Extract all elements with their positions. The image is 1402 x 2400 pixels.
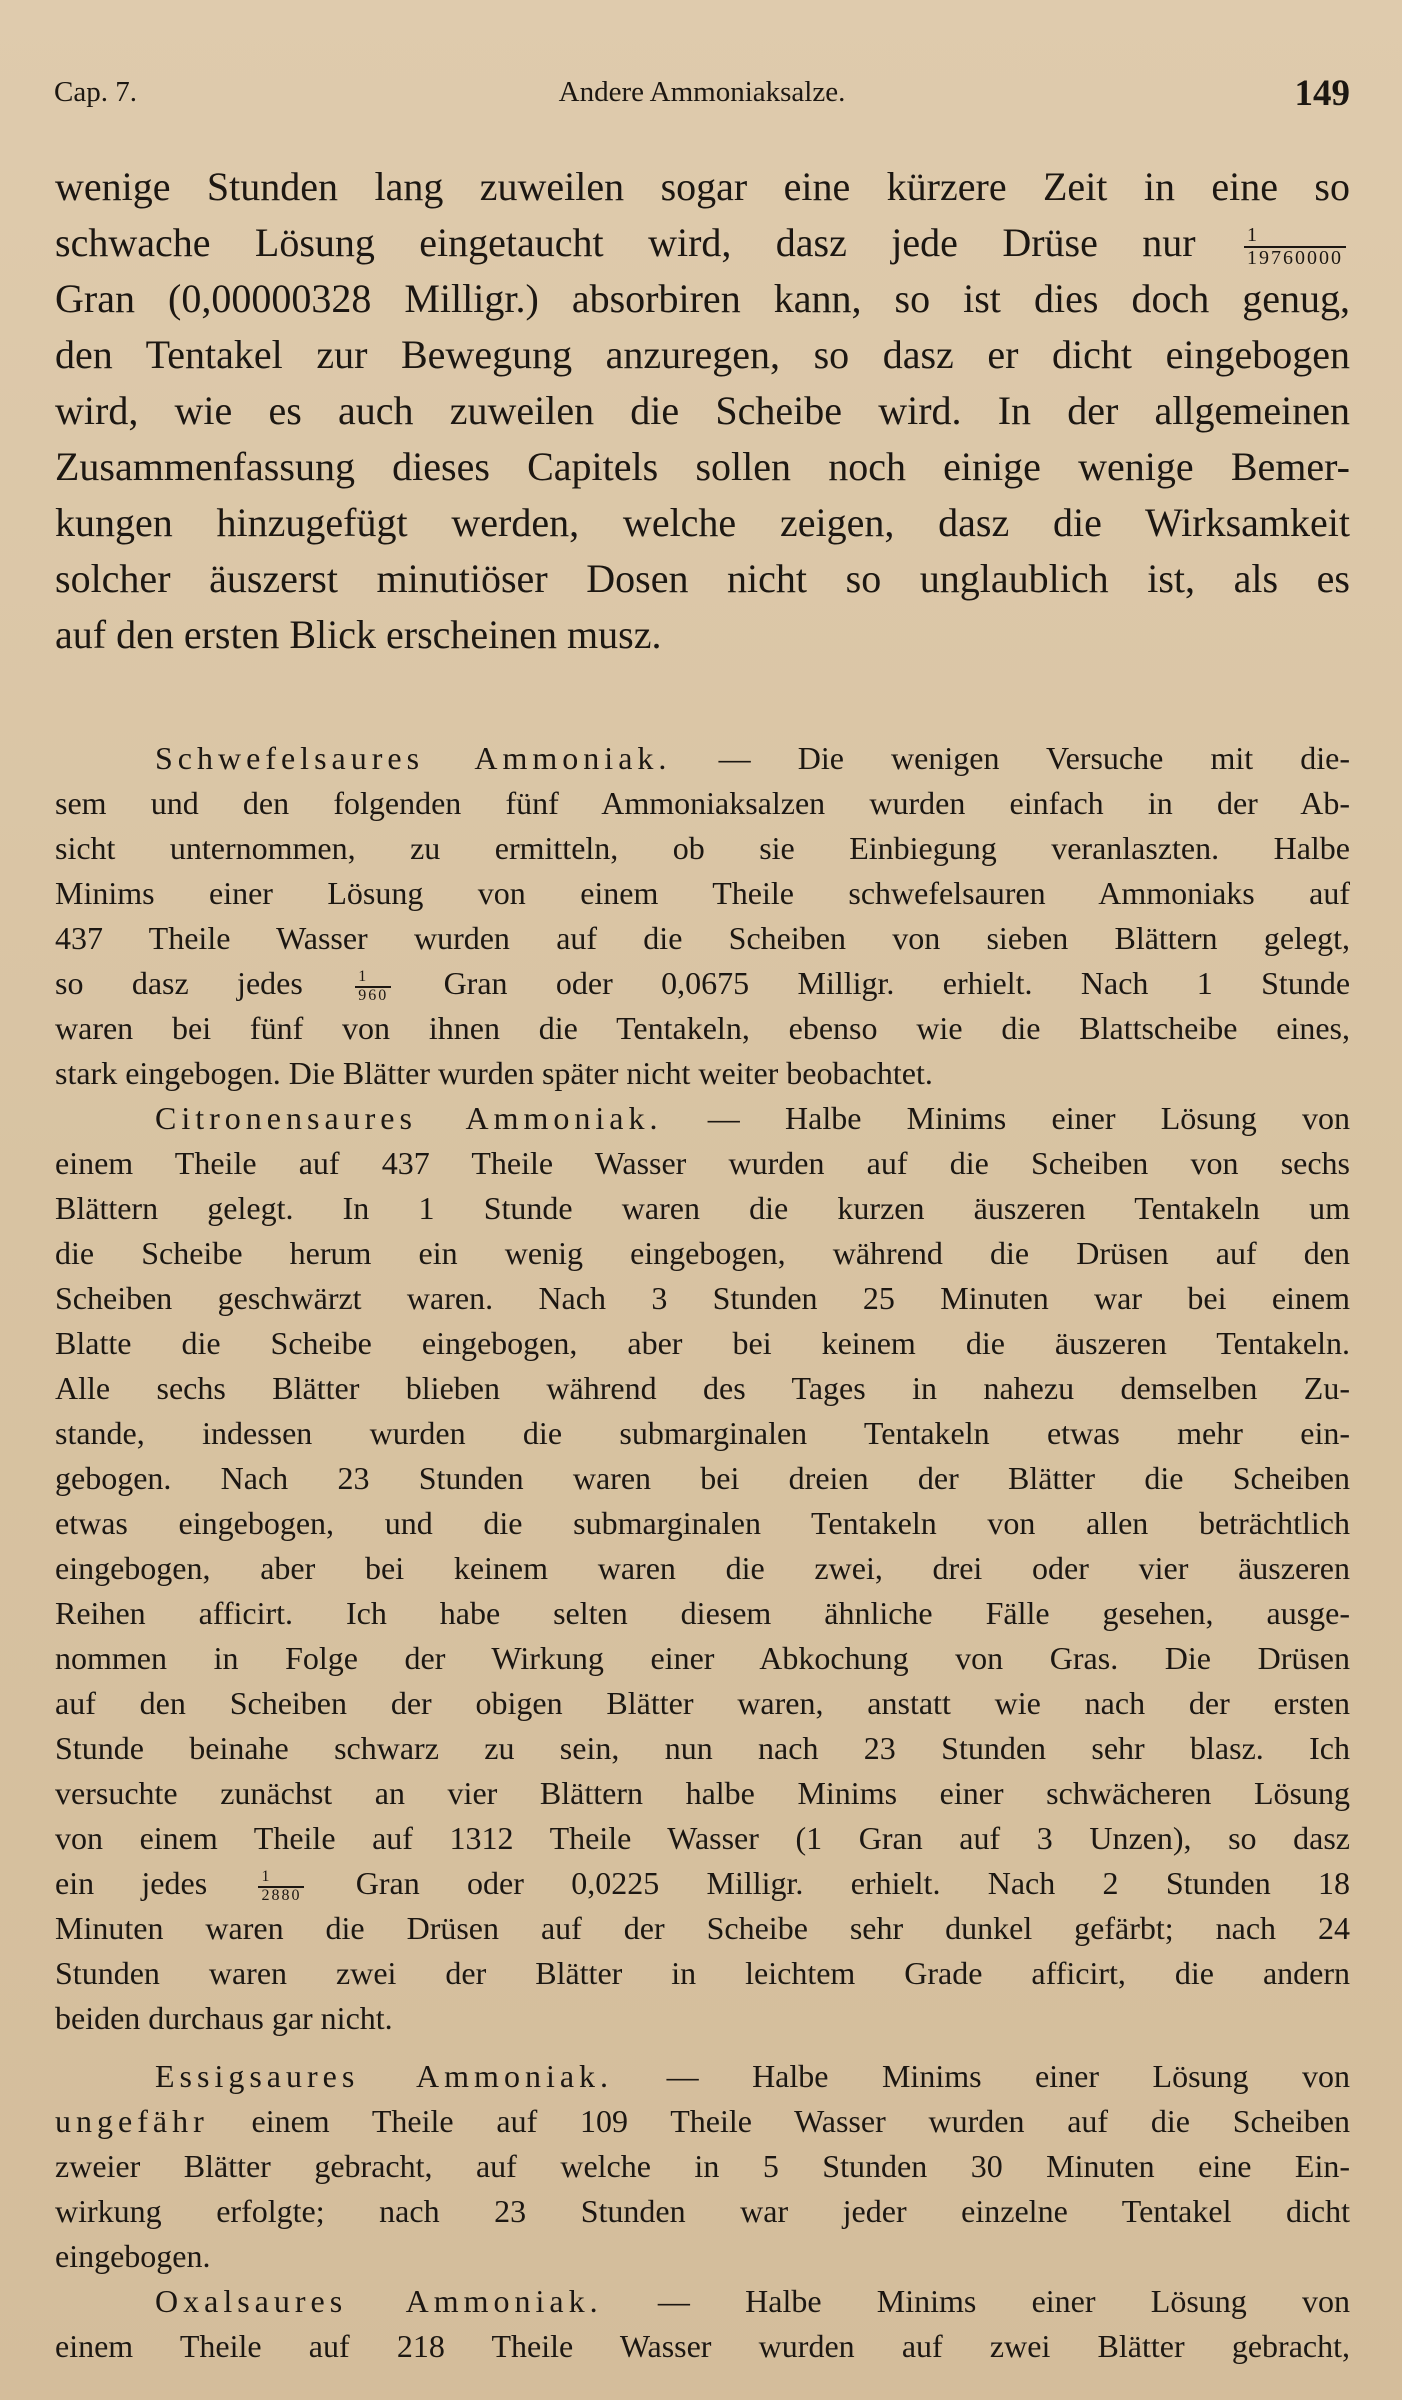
citronen-line-21: beiden durchaus gar nicht.	[55, 2000, 393, 2036]
schwefel-line-5: 437 Theile Wasser wurden auf die Scheiben von sieben Blättern gelegt,	[55, 920, 1350, 956]
oxal-line-1	[55, 2281, 1350, 2321]
essig-line-1	[55, 2056, 1350, 2096]
section-heading: Citronensaures Ammoniak.	[155, 1100, 663, 1136]
citronen-line-14: auf den Scheiben der obigen Blätter waren, anstatt wie nach der ersten	[55, 1685, 1350, 1721]
section-heading: Schwefelsaures Ammoniak.	[155, 740, 672, 776]
citronen-line-18	[55, 1863, 1350, 1904]
intro-line-6: Zusammenfassung dieses Capitels sollen noch einige wenige Bemer-	[55, 444, 1350, 489]
essig-line-2-text: einem Theile auf 109 Theile Wasser wurden auf die Scheiben	[251, 2103, 1350, 2139]
schwefel-line-1	[55, 738, 1350, 778]
citronen-line-13: nommen in Folge der Wirkung einer Abkochung von Gras. Die Drüsen	[55, 1640, 1350, 1676]
citronen-line-12: Reihen afficirt. Ich habe selten diesem ähnliche Fälle gesehen, ausge-	[55, 1595, 1350, 1631]
fraction	[258, 1869, 304, 1905]
citronen-line-8: stande, indessen wurden die submarginalen Tentakeln etwas mehr ein-	[55, 1415, 1350, 1451]
intro-line-4: den Tentakel zur Bewegung anzuregen, so dasz er dicht eingebogen	[55, 332, 1350, 377]
fraction-numerator: 1	[1244, 225, 1346, 248]
citronen-line-15: Stunde beinahe schwarz zu sein, nun nach 23 Stunden sehr blasz. Ich	[55, 1730, 1350, 1766]
fraction-denominator: 2880	[261, 1886, 302, 1904]
emphasized-word: ungefähr	[55, 2103, 209, 2139]
schwefel-line-8: stark eingebogen. Die Blätter wurden später nicht weiter beobachtet.	[55, 1055, 933, 1091]
oxal-line-2: einem Theile auf 218 Theile Wasser wurden auf zwei Blätter gebracht,	[55, 2328, 1350, 2364]
citronen-line-5: Scheiben geschwärzt waren. Nach 3 Stunden 25 Minuten war bei einem	[55, 1280, 1350, 1316]
intro-line-2-text: schwache Lösung eingetaucht wird, dasz jede Drüse nur	[55, 220, 1196, 265]
fraction-numerator: 1	[258, 1869, 304, 1888]
citronen-line-20: Stunden waren zwei der Blätter in leichtem Grade afficirt, die andern	[55, 1955, 1350, 1991]
intro-line-1: wenige Stunden lang zuweilen sogar eine kürzere Zeit in eine so	[55, 164, 1350, 209]
intro-line-8: solcher äuszerst minutiöser Dosen nicht so unglaublich ist, als es	[55, 556, 1350, 601]
citronen-line-9: gebogen. Nach 23 Stunden waren bei dreien der Blätter die Scheiben	[55, 1460, 1350, 1496]
page-number: 149	[1294, 73, 1350, 114]
section-heading: Oxalsaures Ammoniak.	[155, 2283, 603, 2319]
section-heading: Essigsaures Ammoniak.	[155, 2058, 614, 2094]
citronen-line-1-text: — Halbe Minims einer Lösung von	[707, 1100, 1350, 1136]
citronen-line-18-end: Gran oder 0,0225 Milligr. erhielt. Nach 2 Stunden 18	[355, 1865, 1350, 1901]
schwefel-line-3: sicht unternommen, zu ermitteln, ob sie Einbiegung veranlaszten. Halbe	[55, 830, 1350, 866]
citronen-line-2: einem Theile auf 437 Theile Wasser wurden auf die Scheiben von sechs	[55, 1145, 1350, 1181]
schwefel-line-4: Minims einer Lösung von einem Theile schwefelsauren Ammoniaks auf	[55, 875, 1350, 911]
schwefel-line-6-end: Gran oder 0,0675 Milligr. erhielt. Nach 1 Stunde	[443, 965, 1350, 1001]
citronen-line-3: Blättern gelegt. In 1 Stunde waren die kurzen äuszeren Tentakeln um	[55, 1190, 1350, 1226]
running-header	[54, 73, 1350, 126]
intro-line-3: Gran (0,00000328 Milligr.) absorbiren kann, so ist dies doch genug,	[55, 276, 1350, 321]
citronen-line-6: Blatte die Scheibe eingebogen, aber bei keinem die äuszeren Tentakeln.	[55, 1325, 1350, 1361]
citronen-line-1	[55, 1098, 1350, 1138]
citronen-line-7: Alle sechs Blätter blieben während des Tages in nahezu demselben Zu-	[55, 1370, 1350, 1406]
oxal-line-1-text: — Halbe Minims einer Lösung von	[657, 2283, 1350, 2319]
schwefel-line-6	[55, 963, 1350, 1004]
citronen-line-17: von einem Theile auf 1312 Theile Wasser (1 Gran auf 3 Unzen), so dasz	[55, 1820, 1350, 1856]
citronen-line-11: eingebogen, aber bei keinem waren die zwei, drei oder vier äuszeren	[55, 1550, 1350, 1586]
schwefel-line-1-text: — Die wenigen Versuche mit die-	[718, 740, 1350, 776]
intro-line-9: auf den ersten Blick erscheinen musz.	[55, 612, 662, 657]
schwefel-line-2: sem und den folgenden fünf Ammoniaksalzen wurden einfach in der Ab-	[55, 785, 1350, 821]
fraction-denominator: 960	[358, 986, 389, 1004]
chapter-label: Cap. 7.	[54, 76, 137, 108]
fraction	[355, 969, 391, 1005]
essig-line-3: zweier Blätter gebracht, auf welche in 5 Stunden 30 Minuten eine Ein-	[55, 2148, 1350, 2184]
citronen-line-18-start: ein jedes	[55, 1865, 208, 1901]
citronen-line-16: versuchte zunächst an vier Blättern halbe Minims einer schwächeren Lösung	[55, 1775, 1350, 1811]
essig-line-1-text: — Halbe Minims einer Lösung von	[666, 2058, 1350, 2094]
essig-line-5: eingebogen.	[55, 2238, 211, 2274]
schwefel-line-7: waren bei fünf von ihnen die Tentakeln, ebenso wie die Blattscheibe eines,	[55, 1010, 1350, 1046]
essig-line-2	[55, 2101, 1350, 2141]
running-title: Andere Ammoniaksalze.	[558, 76, 846, 108]
intro-line-5: wird, wie es auch zuweilen die Scheibe wird. In der allgemeinen	[55, 388, 1350, 433]
essig-line-4: wirkung erfolgte; nach 23 Stunden war jeder einzelne Tentakel dicht	[55, 2193, 1350, 2229]
fraction-denominator: 19760000	[1247, 246, 1344, 269]
fraction	[1244, 225, 1346, 269]
intro-line-7: kungen hinzugefügt werden, welche zeigen, dasz die Wirksamkeit	[55, 500, 1350, 545]
fraction-numerator: 1	[355, 969, 391, 988]
schwefel-line-6-start: so dasz jedes	[55, 965, 303, 1001]
citronen-line-4: die Scheibe herum ein wenig eingebogen, während die Drüsen auf den	[55, 1235, 1350, 1271]
citronen-line-10: etwas eingebogen, und die submarginalen Tentakeln von allen beträchtlich	[55, 1505, 1350, 1541]
intro-line-2	[55, 218, 1350, 269]
citronen-line-19: Minuten waren die Drüsen auf der Scheibe sehr dunkel gefärbt; nach 24	[55, 1910, 1350, 1946]
